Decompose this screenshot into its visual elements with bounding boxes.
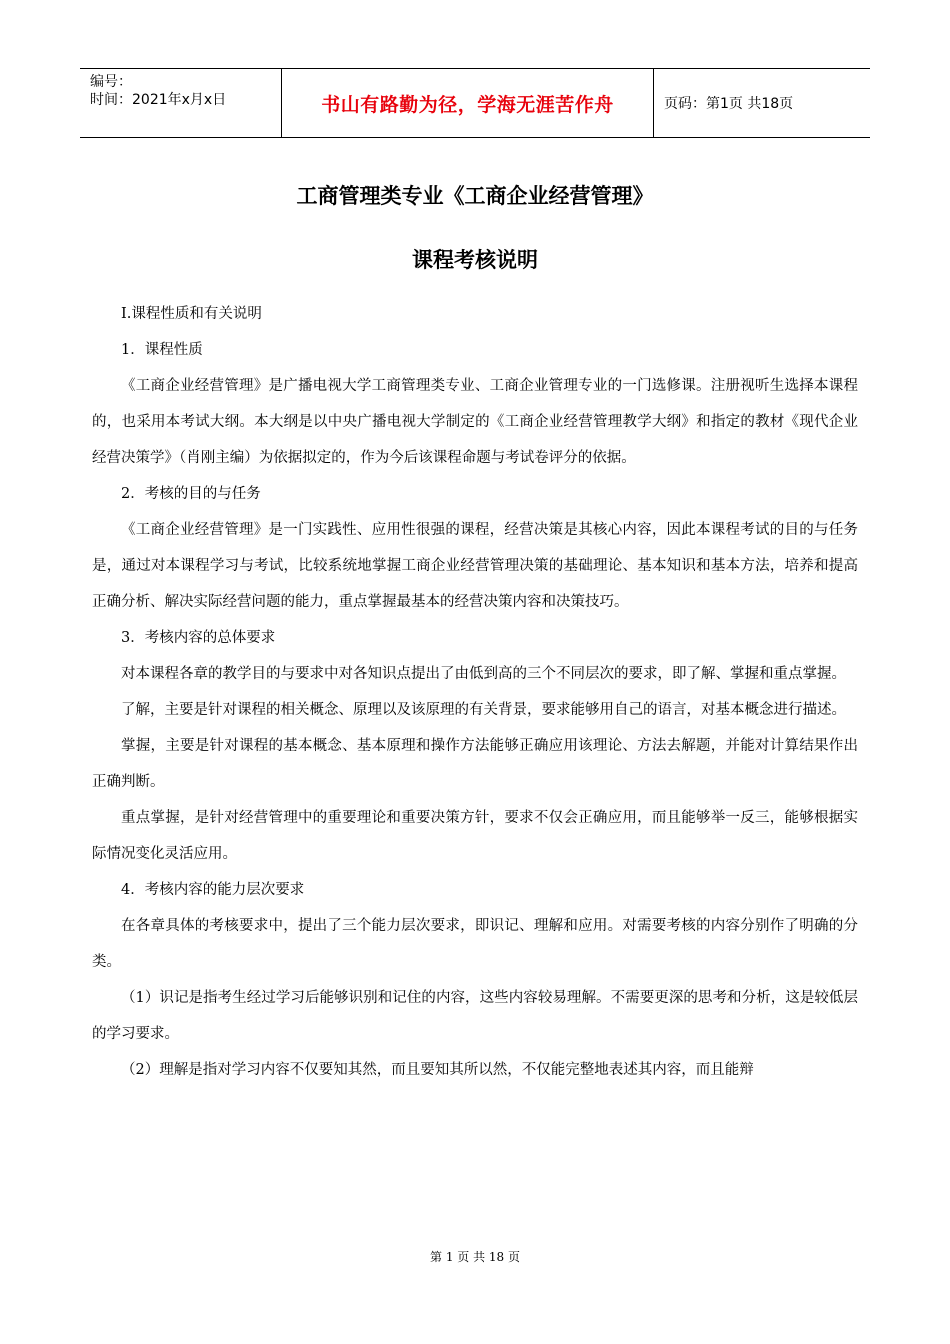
paragraph: 在各章具体的考核要求中，提出了三个能力层次要求，即识记、理解和应用。对需要考核的内容分别作了明确的分类。 [92,918,858,970]
paragraph: 掌握，主要是针对课程的基本概念、基本原理和操作方法能够正确应用该理论、方法去解题，并能对计算结果作出正确判断。 [92,738,858,790]
paragraph: （2）理解是指对学习内容不仅要知其然，而且要知其所以然，不仅能完整地表述其内容，而且能辩 [121,1062,754,1078]
paragraph: 了解，主要是针对课程的相关概念、原理以及该原理的有关背景，要求能够用自己的语言，对基本概念进行描述。 [121,702,846,718]
page-info-cell [654,69,870,137]
header-table [80,68,870,138]
subsection-heading: 3．考核内容的总体要求 [121,630,276,646]
subsection-heading: 2．考核的目的与任务 [121,486,261,502]
page-info-text: 页码：第1页 共18页 [664,96,794,112]
page-footer: 第 1 页 共 18 页 [430,1250,520,1264]
section-heading: Ⅰ.课程性质和有关说明 [121,306,262,322]
paragraph: 《工商企业经营管理》是广播电视大学工商管理类专业、工商企业管理专业的一门选修课。注册视听生选择本课程的，也采用本考试大纲。本大纲是以中央广播电视大学制定的《工商企业经营管理教学大纲》和指定的教材《现代企业经营决策学》（肖刚主编）为依据拟定的，作为今后该课程命题与考试卷评分的依据。 [92,378,858,466]
subsection-heading: 4．考核内容的能力层次要求 [121,882,305,898]
motto-text: 书山有路勤为径，学海无涯苦作舟 [321,93,614,116]
paragraph: （1）识记是指考生经过学习后能够识别和记住的内容，这些内容较易理解。不需要更深的思考和分析，这是较低层的学习要求。 [92,990,858,1042]
subsection-heading: 1．课程性质 [121,342,203,358]
document-body [92,296,858,1088]
document-title: 工商管理类专业《工商企业经营管理》 [296,184,654,208]
paragraph: 《工商企业经营管理》是一门实践性、应用性很强的课程，经营决策是其核心内容，因此本课程考试的目的与任务是，通过对本课程学习与考试，比较系统地掌握工商企业经营管理决策的基础理论、基本知识和基本方法，培养和提高正确分析、解决实际经营问题的能力，重点掌握最基本的经营决策内容和决策技巧。 [92,522,858,610]
motto-cell [282,69,654,137]
time-label: 时间：2021年x月x日 [90,92,227,108]
document-subtitle: 课程考核说明 [412,248,538,272]
paragraph: 对本课程各章的教学目的与要求中对各知识点提出了由低到高的三个不同层次的要求，即了解、掌握和重点掌握。 [121,666,846,682]
header-meta-cell [80,69,282,137]
paragraph: 重点掌握，是针对经营管理中的重要理论和重要决策方针，要求不仅会正确应用，而且能够举一反三，能够根据实际情况变化灵活应用。 [92,810,858,862]
number-label: 编号： [90,74,132,90]
